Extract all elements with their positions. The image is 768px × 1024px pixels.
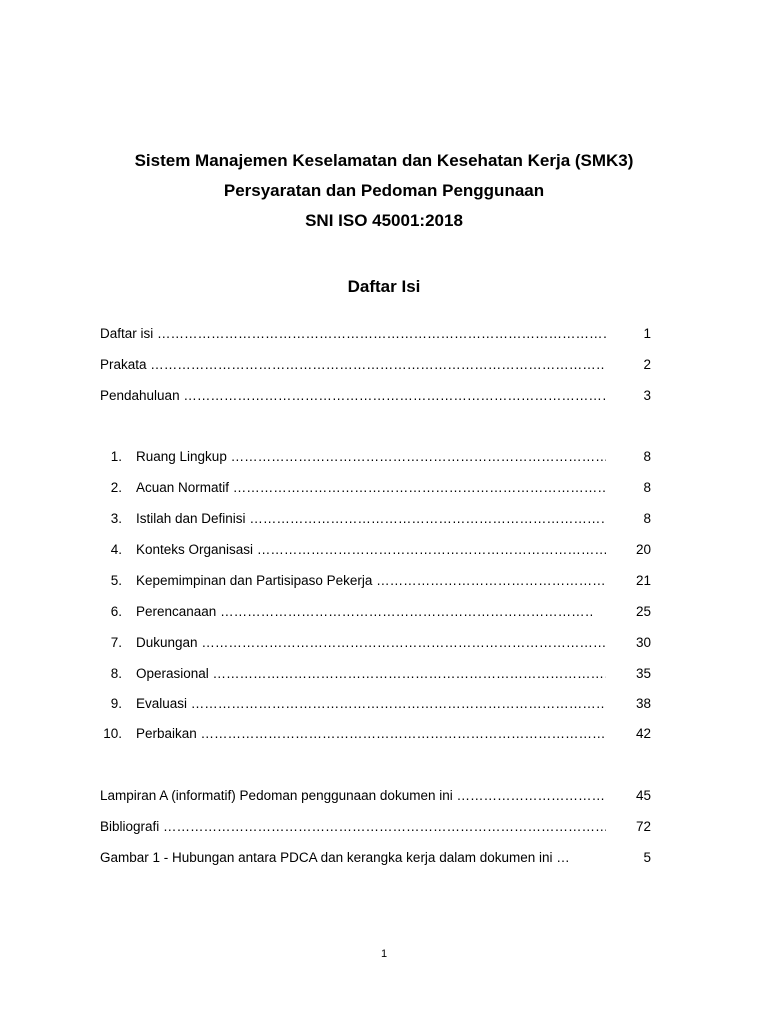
toc-section-label: Perbaikan ……………………………………………………………………………………………………………………………………………………………… bbox=[136, 724, 606, 744]
toc-section-label: Ruang Lingkup ……………………………………………………………………………………………………………………………………………………………… bbox=[136, 447, 606, 467]
toc-section-label: Acuan Normatif ……………………………………………………………………………………………………………………………………………………………… bbox=[136, 478, 606, 498]
toc-entry-pendahuluan[interactable] bbox=[100, 386, 651, 406]
toc-entry-page: 2 bbox=[643, 357, 651, 372]
toc-section-number: 5. bbox=[110, 573, 122, 588]
toc-section-4[interactable] bbox=[100, 540, 651, 560]
title-line-2: Persyaratan dan Pedoman Penggunaan bbox=[223, 181, 545, 200]
toc-section-3[interactable] bbox=[100, 509, 651, 529]
toc-section-number: 1. bbox=[110, 449, 122, 464]
toc-entry-label: Daftar isi ……………………………………………………………………………………………………………………………………………………………… bbox=[100, 324, 606, 344]
document-title bbox=[0, 146, 768, 236]
toc-entry-lampiran-a[interactable] bbox=[100, 786, 651, 806]
toc-entry-label: Pendahuluan ……………………………………………………………………………………………………………………………………………………………… bbox=[100, 386, 606, 406]
toc-section-2[interactable] bbox=[100, 478, 651, 498]
toc-section-page: 30 bbox=[635, 635, 651, 650]
toc-entry-page: 45 bbox=[635, 788, 651, 803]
toc-entry-page: 1 bbox=[643, 326, 651, 341]
toc-section-label: Evaluasi ……………………………………………………………………………………………………………………………………………………………… bbox=[136, 694, 606, 714]
toc-section-page: 20 bbox=[635, 542, 651, 557]
toc-section-number: 9. bbox=[110, 696, 122, 711]
toc-section-9[interactable] bbox=[100, 694, 651, 714]
toc-section-7[interactable] bbox=[100, 633, 651, 653]
toc-section-page: 38 bbox=[635, 696, 651, 711]
page-number: 1 bbox=[380, 948, 388, 960]
toc-entry-bibliografi[interactable] bbox=[100, 817, 651, 837]
toc-section-5[interactable] bbox=[100, 571, 651, 591]
toc-heading: Daftar Isi bbox=[347, 277, 421, 296]
toc-section-page: 8 bbox=[643, 449, 651, 464]
toc-section-number: 4. bbox=[110, 542, 122, 557]
toc-section-8[interactable] bbox=[100, 664, 651, 684]
toc-entry-gambar-1[interactable] bbox=[100, 848, 651, 868]
toc-entry-label: Lampiran A (informatif) Pedoman penggunaan dokumen ini ……………………………………………………………………………………………………………………………………………………………… bbox=[100, 786, 606, 806]
title-line-3: SNI ISO 45001:2018 bbox=[305, 211, 463, 230]
toc-entry-label: Bibliografi ……………………………………………………………………………………………………………………………………………………………… bbox=[100, 817, 606, 837]
toc-section-page: 21 bbox=[635, 573, 651, 588]
toc-entry-page: 5 bbox=[643, 850, 651, 865]
toc-section-number: 2. bbox=[110, 480, 122, 495]
toc-entry-page: 72 bbox=[635, 819, 651, 834]
title-line-1: Sistem Manajemen Keselamatan dan Kesehatan Kerja (SMK3) bbox=[134, 151, 634, 170]
toc-section-label: Perencanaan ……………………………………………………………………………………………………………………………………………………………… bbox=[136, 602, 594, 622]
toc-entry-page: 3 bbox=[643, 388, 651, 403]
toc-section-number: 6. bbox=[110, 604, 122, 619]
toc-section-label: Dukungan ……………………………………………………………………………………………………………………………………………………………… bbox=[136, 633, 606, 653]
toc-section-number: 10. bbox=[103, 726, 122, 741]
toc-entry-prakata[interactable] bbox=[100, 355, 651, 375]
toc-entry-label: Gambar 1 - Hubungan antara PDCA dan kerangka kerja dalam dokumen ini … bbox=[100, 850, 570, 865]
toc-section-label: Kepemimpinan dan Partisipaso Pekerja ……………………………………………………………………………………………………………………………………………………………… bbox=[136, 571, 606, 591]
toc-section-page: 25 bbox=[635, 604, 651, 619]
toc-section-number: 7. bbox=[110, 635, 122, 650]
toc-section-label: Konteks Organisasi ……………………………………………………………………………………………………………………………………………………………… bbox=[136, 540, 606, 560]
toc-entry-daftar-isi[interactable] bbox=[100, 324, 651, 344]
toc-section-page: 8 bbox=[643, 511, 651, 526]
toc-section-6[interactable] bbox=[100, 602, 651, 622]
toc-section-page: 42 bbox=[635, 726, 651, 741]
toc-entry-label: Prakata ……………………………………………………………………………………………………………………………………………………………… bbox=[100, 355, 606, 375]
toc-section-1[interactable] bbox=[100, 447, 651, 467]
toc-section-10[interactable] bbox=[100, 724, 651, 744]
toc-section-page: 8 bbox=[643, 480, 651, 495]
toc-section-label: Operasional ……………………………………………………………………………………………………………………………………………………………… bbox=[136, 664, 606, 684]
toc-section-page: 35 bbox=[635, 666, 651, 681]
toc-section-number: 3. bbox=[110, 511, 122, 526]
toc-section-label: Istilah dan Definisi ……………………………………………………………………………………………………………………………………………………………… bbox=[136, 509, 606, 529]
toc-section-number: 8. bbox=[110, 666, 122, 681]
